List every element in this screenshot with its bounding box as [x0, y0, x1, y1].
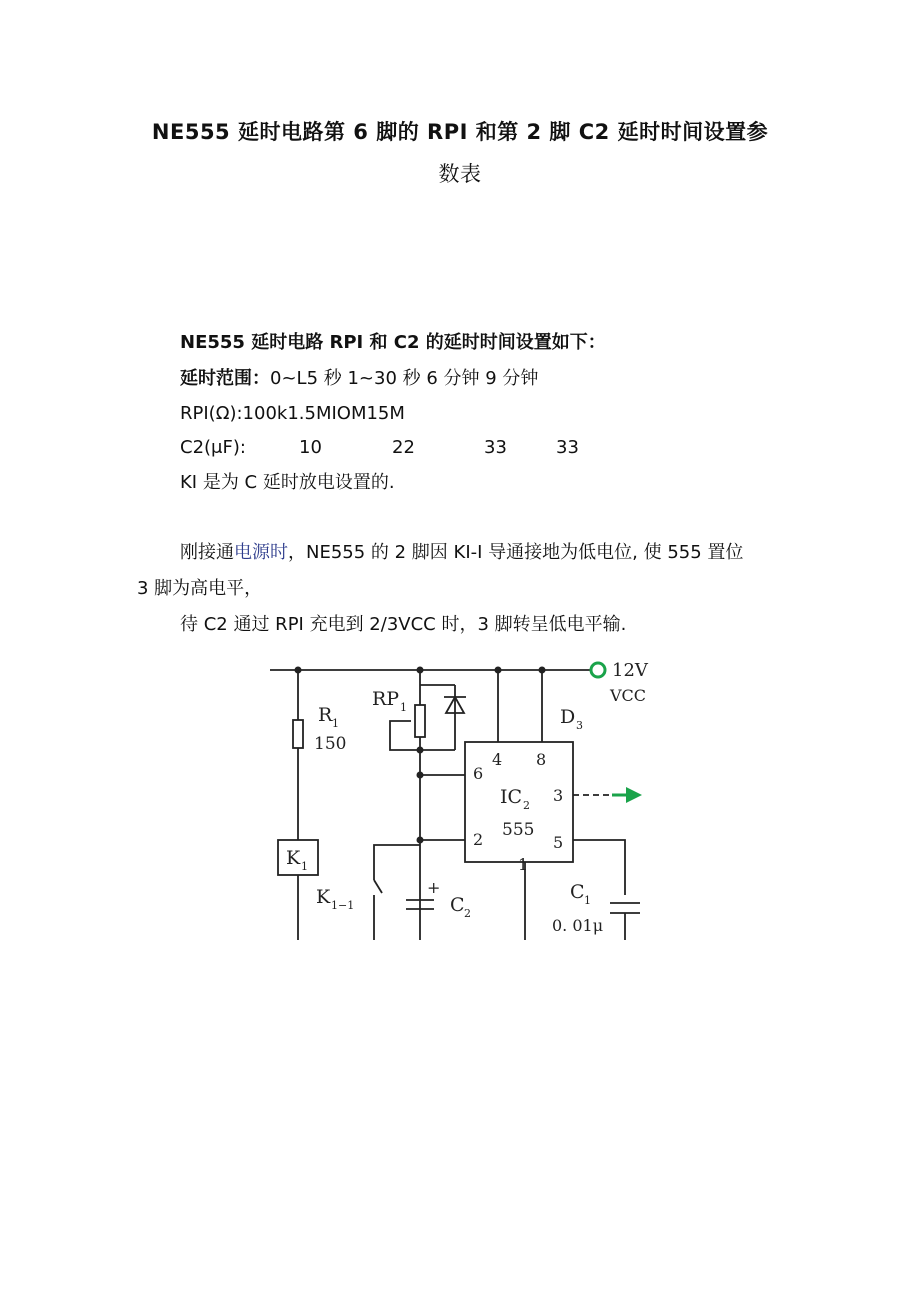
d3-subscript: 3 [576, 719, 583, 732]
junction-dot [417, 747, 424, 754]
ic-pin8-label: 8 [536, 750, 547, 769]
delay-range-line [180, 366, 538, 392]
rp1-subscript: 1 [400, 701, 407, 714]
c2-label: C [450, 894, 465, 916]
r1-label: R [318, 704, 333, 726]
ic2-subscript: 2 [523, 799, 530, 812]
rp1-potentiometer-body [415, 705, 425, 737]
d3-label: D [560, 706, 576, 728]
c1-subscript: 1 [584, 894, 591, 907]
r1-value: 150 [314, 734, 347, 754]
kl-note-line: KI 是为 C 延时放电设置的. [180, 472, 395, 493]
document-title-line2: 数表 [438, 162, 482, 186]
k1-subscript: 1 [301, 860, 308, 873]
junction-dot [417, 772, 424, 779]
ic2-part-label: 555 [502, 820, 535, 840]
c2-plus-sign: + [427, 878, 441, 897]
junction-dot [539, 667, 546, 674]
ic-pin3-label: 3 [553, 786, 564, 805]
paragraph-1-continued: 3 脚为高电平， [137, 578, 263, 599]
k11-subscript: 1−1 [331, 899, 355, 912]
c2-label: C2(μF): [180, 437, 246, 458]
c1-value: 0. 01μ [552, 916, 604, 935]
junction-dot [417, 837, 424, 844]
rp1-label: RP [372, 688, 400, 710]
delay-range-label: 延时范围： [180, 368, 270, 389]
k11-label: K [316, 886, 331, 908]
ic2-label: IC [500, 786, 523, 808]
ne555-delay-circuit-diagram [270, 655, 650, 940]
paragraph-2: 待 C2 通过 RPI 充电到 2/3VCC 时，3 脚转呈低电平输. [180, 614, 627, 635]
paragraph-1 [180, 540, 743, 566]
ic-pin4-label: 4 [492, 750, 503, 769]
junction-dot [495, 667, 502, 674]
c1-label: C [570, 881, 585, 903]
c2-value-2: 22 [392, 437, 415, 458]
supply-voltage-label: 12V [612, 660, 648, 681]
k11-contact-switch [374, 880, 382, 893]
c2-value-1: 10 [299, 437, 322, 458]
k1-label: K [286, 847, 301, 869]
c2-value-3: 33 [484, 437, 507, 458]
rpi-values-line: RPI(Ω):100k1.5MIOM15M [180, 403, 405, 424]
r1-subscript: 1 [332, 717, 339, 730]
r1-resistor-body [293, 720, 303, 748]
delay-range-values: 0~L5 秒 1~30 秒 6 分钟 9 分钟 [270, 368, 539, 389]
paragraph-1-suffix: ，NE555 的 2 脚因 KI-I 导通接地为低电位, 使 555 置位 [288, 542, 744, 563]
junction-dot [417, 667, 424, 674]
junction-dot [295, 667, 302, 674]
document-title-line1: NE555 延时电路第 6 脚的 RPI 和第 2 脚 C2 延时时间设置参 [151, 120, 769, 144]
ic-pin6-label: 6 [473, 764, 484, 783]
c2-value-4: 33 [556, 437, 579, 458]
supply-name-label: VCC [610, 686, 647, 705]
output-arrowhead-icon [626, 787, 642, 803]
section-heading: NE555 延时电路 RPI 和 C2 的延时时间设置如下： [180, 332, 606, 353]
ic-pin5-label: 5 [553, 833, 564, 852]
supply-terminal-icon [591, 663, 605, 677]
power-source-link[interactable]: 电源时 [234, 542, 288, 563]
ic-pin2-label: 2 [473, 830, 484, 849]
c2-subscript: 2 [464, 907, 471, 920]
ic-pin1-label: 1 [518, 855, 529, 874]
k11-contact-top [374, 845, 420, 880]
paragraph-1-prefix: 刚接通 [180, 542, 234, 563]
